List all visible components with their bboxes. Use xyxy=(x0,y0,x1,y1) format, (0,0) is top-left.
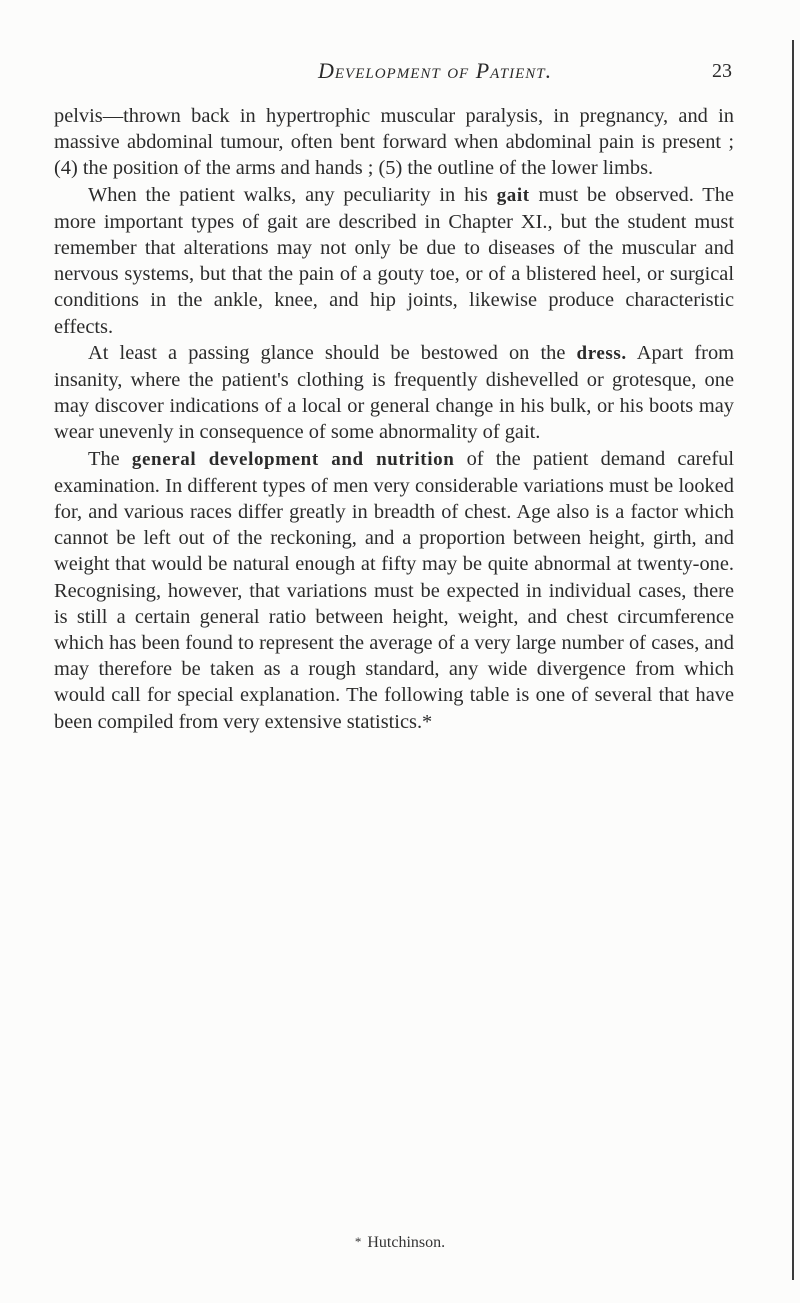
paragraph-dress xyxy=(54,340,734,446)
paragraph-gait-lead: When the patient walks, any peculiarity in his xyxy=(88,183,497,206)
running-head: Development of Patient. xyxy=(318,58,553,83)
body-text xyxy=(54,103,734,735)
paragraph-development-text: of the patient demand careful examination. In different types of men very considerable variations must be looked for, and various races differ greatly in breadth of chest. Age also is a factor which cannot be left out of the reckoning, and a proportion between height, girth, and weight that would be natural enough at fifty may be quite abnormal at twenty-one. Recognising, however, that variations must be expected in individual cases, there is still a certain general ratio between height, weight, and chest circumference which has been found to represent the average of a very large number of cases, and may therefore be taken as a rough standard, any wide divergence from which would call for special explanation. The following table is one of several that have been compiled from very extensive statistics.* xyxy=(54,447,734,733)
paragraph-1-text: pelvis—thrown back in hypertrophic muscular paralysis, in pregnancy, and in massive abdominal tumour, often bent forward when abdominal pain is present ; (4) the position of the arms and hands ; (5) the outline of the lower limbs. xyxy=(54,105,734,180)
keyword-gait: gait xyxy=(496,184,530,206)
footnote xyxy=(0,1234,800,1252)
page-header xyxy=(0,58,800,94)
page-number: 23 xyxy=(712,60,732,82)
paragraph-1 xyxy=(54,103,734,182)
paragraph-dress-lead: At least a passing glance should be bestowed on the xyxy=(88,341,577,364)
footnote-text: Hutchinson. xyxy=(367,1234,446,1251)
keyword-dress: dress. xyxy=(576,342,627,364)
page-edge-line xyxy=(792,40,794,1280)
paragraph-gait xyxy=(54,182,734,340)
footnote-marker: * xyxy=(354,1234,362,1249)
keyword-development-nutrition: general development and nutrition xyxy=(131,448,455,470)
paragraph-gait-text: must be observed. The more important types of gait are described in Chapter XI., but the student must remember that alterations may not only be due to diseases of the muscular and nervous systems, but that the pain of a gouty toe, or of a blistered heel, or surgical conditions in the ankle, knee, and hip joints, likewise produce characteristic effects. xyxy=(54,183,734,338)
paragraph-dress-text: Apart from insanity, where the patient's clothing is frequently dishevelled or grotesque, one may discover indications of a local or general change in his bulk, or his boots may wear unevenly in consequence of some abnormality of gait. xyxy=(54,341,734,444)
paragraph-development-lead: The xyxy=(88,447,132,470)
paragraph-development xyxy=(54,446,734,735)
